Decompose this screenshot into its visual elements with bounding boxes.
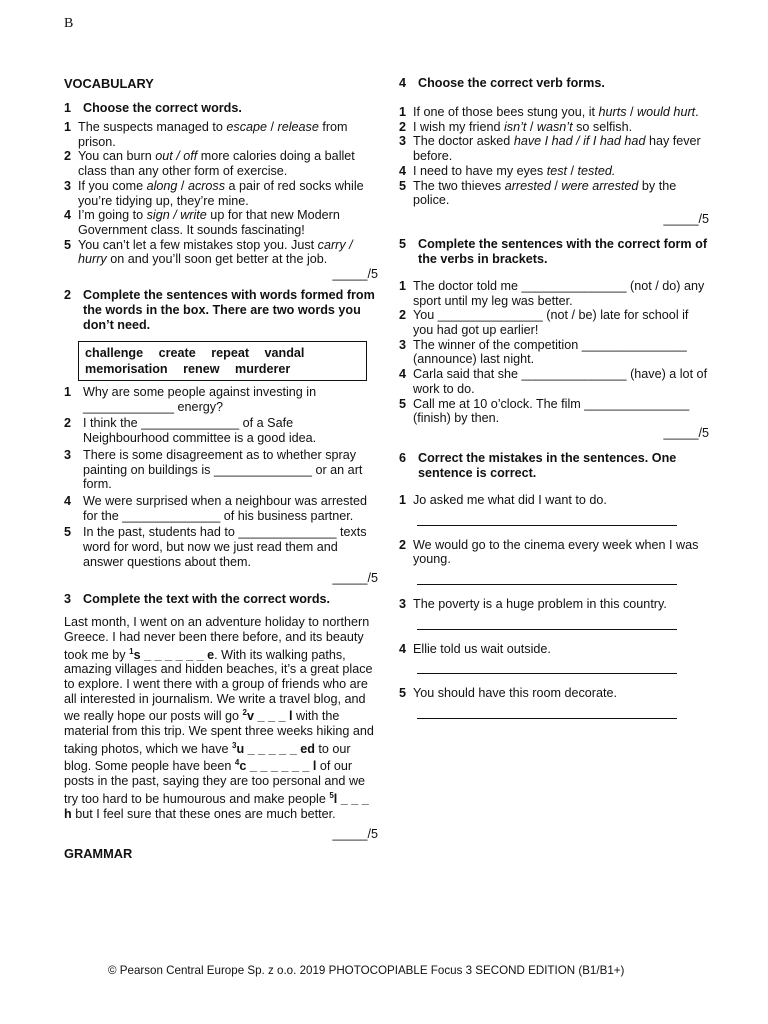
box-word: repeat: [211, 346, 250, 361]
text-segment: You can’t let a few mistakes stop you. Just: [78, 237, 318, 252]
item-number: 1: [64, 120, 72, 134]
option-a: test: [546, 163, 568, 178]
gap-number: 4: [234, 758, 240, 768]
item-text: I think the ______________ of a Safe Neighbourhood committee is a good idea.: [83, 416, 317, 446]
answer-line: [417, 656, 677, 674]
task5-instruction: Complete the sentences with the correct form of the verbs in brackets.: [418, 236, 708, 266]
list-item: [64, 120, 378, 149]
list-item: [399, 367, 709, 396]
text-segment: from prison.: [78, 120, 348, 149]
list-item: [399, 105, 709, 120]
task6-instruction: Correct the mistakes in the sentences. One sentence is correct.: [418, 450, 677, 480]
item-number: 5: [64, 525, 72, 540]
option-a: have I had / if I had had: [513, 134, 646, 149]
vocabulary-section-title: VOCABULARY: [64, 76, 154, 91]
list-item: [399, 279, 709, 308]
item-number: 5: [399, 396, 407, 411]
gap-word: u _ _ _ _ _ ed: [236, 741, 315, 756]
item-number: 4: [399, 641, 407, 656]
gap-number: 5: [329, 790, 334, 800]
list-item: [64, 448, 378, 492]
list-item: [64, 149, 378, 178]
item-number: 4: [64, 493, 72, 508]
item-text: [413, 105, 709, 120]
item-number: 4: [64, 208, 72, 223]
item-text: [413, 179, 709, 208]
list-item: [64, 525, 378, 569]
option-a: carry / hurry: [78, 237, 353, 267]
option-b: were arrested: [561, 178, 639, 193]
task6-heading: [399, 451, 709, 481]
item-number: 5: [64, 237, 72, 252]
text-segment: hay fever before.: [413, 134, 701, 164]
list-item: [399, 134, 709, 163]
text-segment: on and you’ll soon get better at the job.: [106, 252, 328, 267]
item-number: 3: [399, 337, 407, 352]
option-b: release: [277, 120, 319, 134]
item-text: There is some disagreement as to whether spray painting on buildings is ______________ or an art form.: [83, 447, 363, 492]
gap-word: l _ _ _ h: [64, 791, 369, 821]
task2-instruction: Complete the sentences with words formed from the words in the box. There are two words you don’t need.: [83, 288, 375, 333]
item-text: [413, 164, 709, 179]
task5-list: [399, 279, 709, 426]
list-item: [399, 397, 709, 426]
option-a: out / off: [155, 149, 198, 164]
text-segment: . With its walking paths, amazing villages and hidden beaches, it’s a great place to explore. I went there with a group of friends who are all interested in journalism. We write a travel blog, and we really hope our posts will go: [64, 647, 373, 724]
right-column: [399, 76, 709, 731]
task1-score: _____/5: [332, 267, 378, 282]
gap-number: 3: [232, 740, 237, 750]
text-segment: more calories doing a ballet class than any other form of exercise.: [78, 149, 355, 179]
text-segment: Last month, I went on an adventure holiday to northern Greece. I had never been there before, and its beauty took me by: [64, 615, 370, 662]
item-text: Ellie told us wait outside.: [413, 641, 551, 656]
answer-line: [417, 701, 677, 719]
answer-line: [417, 612, 677, 630]
box-word: renew: [183, 362, 220, 377]
item-text: [413, 120, 709, 135]
option-b: wasn’t: [536, 119, 573, 134]
item-text: The doctor told me _______________ (not / do) any sport until my leg was better.: [413, 278, 705, 308]
option-a: isn’t: [503, 119, 527, 134]
gap-word: v _ _ _ l: [246, 709, 293, 724]
text-segment: up for that new Modern Government class. It sounds fascinating!: [78, 208, 340, 237]
option-a: hurts: [598, 105, 627, 119]
task2-heading: [64, 288, 378, 333]
text-segment: so selfish.: [572, 119, 633, 134]
task5-number: 5: [399, 236, 407, 251]
item-number: 1: [399, 492, 407, 507]
task3-instruction: Complete the text with the correct words.: [83, 592, 331, 607]
option-separator: /: [177, 178, 188, 193]
item-number: 3: [399, 134, 407, 149]
item-number: 1: [399, 105, 407, 119]
box-word: memorisation: [85, 362, 168, 377]
gap-word: s _ _ _ _ _ _ e: [133, 647, 215, 662]
text-segment: but I feel sure that these ones are much better.: [71, 806, 336, 821]
option-a: along: [146, 178, 178, 193]
list-item: [399, 308, 709, 337]
item-number: 4: [399, 163, 407, 178]
item-number: 5: [399, 178, 407, 193]
task2-list: [64, 385, 378, 571]
text-segment: a pair of red socks while you’re tidying up, they’re mine.: [78, 178, 364, 208]
item-number: 2: [399, 308, 407, 323]
item-number: 5: [399, 686, 407, 701]
list-item: [64, 179, 378, 208]
left-column: [64, 76, 378, 861]
text-segment: .: [695, 105, 699, 119]
task2-number: 2: [64, 288, 72, 303]
item-text: Jo asked me what did I want to do.: [413, 492, 607, 507]
item-number: 3: [64, 178, 72, 193]
text-segment: I wish my friend: [413, 119, 504, 134]
list-item: [399, 179, 709, 208]
test-version-letter: B: [64, 16, 74, 31]
list-item: [399, 493, 709, 508]
item-text: The winner of the competition _______________ (announce) last night.: [413, 337, 687, 367]
list-item: [399, 338, 709, 367]
gap-number: 1: [129, 646, 134, 656]
task4-list: [399, 105, 709, 208]
list-item: [64, 238, 378, 267]
task2-score: _____/5: [332, 571, 378, 586]
text-segment: If one of those bees stung you, it: [413, 105, 599, 119]
option-a: escape: [226, 120, 268, 134]
gap-number: 2: [242, 708, 247, 718]
text-segment: You can burn: [78, 149, 156, 164]
word-box: [78, 341, 367, 381]
option-b: across: [187, 178, 226, 193]
box-word: murderer: [235, 362, 291, 377]
box-word: vandal: [264, 346, 305, 361]
option-separator: /: [567, 163, 578, 178]
option-b: would hurt: [637, 105, 696, 119]
task4-instruction: Choose the correct verb forms.: [418, 76, 605, 90]
text-segment: of our posts in the past, saying they are too personal and we try too hard to be humourous and make people: [64, 759, 366, 806]
gap-word: c _ _ _ _ _ _ l: [239, 759, 317, 774]
item-text: [78, 208, 378, 237]
option-a: sign / write: [146, 208, 207, 223]
answer-line: [417, 508, 677, 526]
task4-heading: [399, 76, 709, 91]
task5-heading: [399, 237, 709, 267]
item-text: We would go to the cinema every week when I was young.: [413, 537, 699, 567]
item-text: The poverty is a huge problem in this country.: [413, 597, 667, 612]
item-text: Call me at 10 o’clock. The film _______________ (finish) by then.: [413, 396, 690, 426]
item-number: 2: [64, 416, 72, 431]
list-item: [399, 164, 709, 179]
item-text: [413, 134, 709, 163]
task1-heading: [64, 101, 378, 116]
option-a: arrested: [504, 178, 551, 193]
task3-score: _____/5: [332, 827, 378, 842]
task6-number: 6: [399, 450, 407, 465]
list-item: [399, 642, 709, 657]
item-number: 3: [64, 447, 72, 462]
task3-heading: [64, 592, 378, 607]
task3-text: [64, 615, 378, 821]
option-separator: /: [267, 120, 278, 134]
item-number: 2: [399, 119, 407, 134]
list-item: [399, 686, 709, 701]
item-text: [78, 149, 378, 178]
list-item: [64, 494, 378, 523]
item-number: 2: [399, 537, 407, 552]
item-text: [78, 120, 378, 149]
text-segment: with the material from this trip. We spent three weeks hiking and taking photos, which we have: [64, 709, 374, 756]
option-separator: /: [550, 178, 562, 193]
answer-line: [417, 567, 677, 585]
box-word: challenge: [85, 346, 144, 361]
task1-number: 1: [64, 101, 72, 115]
text-segment: If you come: [78, 178, 147, 193]
task4-score: _____/5: [663, 211, 709, 226]
item-text: Why are some people against investing in _____________ energy?: [83, 385, 317, 414]
task1-list: [64, 120, 378, 267]
text-segment: I’m going to: [78, 208, 147, 223]
item-text: You _______________ (not / be) late for school if you had got up earlier!: [413, 308, 689, 338]
text-segment: The doctor asked: [413, 134, 514, 149]
text-segment: The suspects managed to: [78, 120, 227, 134]
item-text: Carla said that she _______________ (have) a lot of work to do.: [413, 367, 708, 396]
item-text: [78, 179, 378, 208]
task1-instruction: Choose the correct words.: [83, 101, 242, 115]
item-text: You should have this room decorate.: [413, 686, 617, 701]
option-b: tested.: [577, 163, 616, 178]
item-text: In the past, students had to ______________ texts word for word, but now we just read them and answer questions about them.: [83, 525, 367, 569]
text-segment: I need to have my eyes: [413, 163, 547, 178]
list-item: [399, 538, 709, 567]
box-word: create: [158, 346, 196, 361]
text-segment: The two thieves: [413, 178, 505, 193]
list-item: [64, 208, 378, 237]
item-number: 3: [399, 597, 407, 612]
item-text: [78, 238, 378, 267]
item-number: 1: [64, 385, 72, 400]
item-number: 2: [64, 149, 72, 164]
task3-number: 3: [64, 592, 72, 607]
grammar-section-title: GRAMMAR: [64, 846, 133, 862]
option-separator: /: [526, 119, 537, 134]
task5-score: _____/5: [663, 425, 709, 440]
item-text: We were surprised when a neighbour was arrested for the ______________ of his business partner.: [83, 493, 367, 523]
list-item: [399, 120, 709, 135]
text-segment: by the police.: [413, 178, 677, 208]
list-item: [399, 597, 709, 612]
list-item: [64, 385, 378, 414]
option-separator: /: [626, 105, 638, 119]
text-segment: to our blog. Some people have been: [64, 741, 351, 774]
task6-list: [399, 493, 709, 731]
item-number: 1: [399, 278, 407, 293]
item-number: 4: [399, 367, 407, 382]
list-item: [64, 416, 378, 445]
task4-number: 4: [399, 76, 407, 90]
footer-copyright: © Pearson Central Europe Sp. z o.o. 2019 PHOTOCOPIABLE Focus 3 SECOND EDITION (B1/B1+): [108, 964, 625, 977]
